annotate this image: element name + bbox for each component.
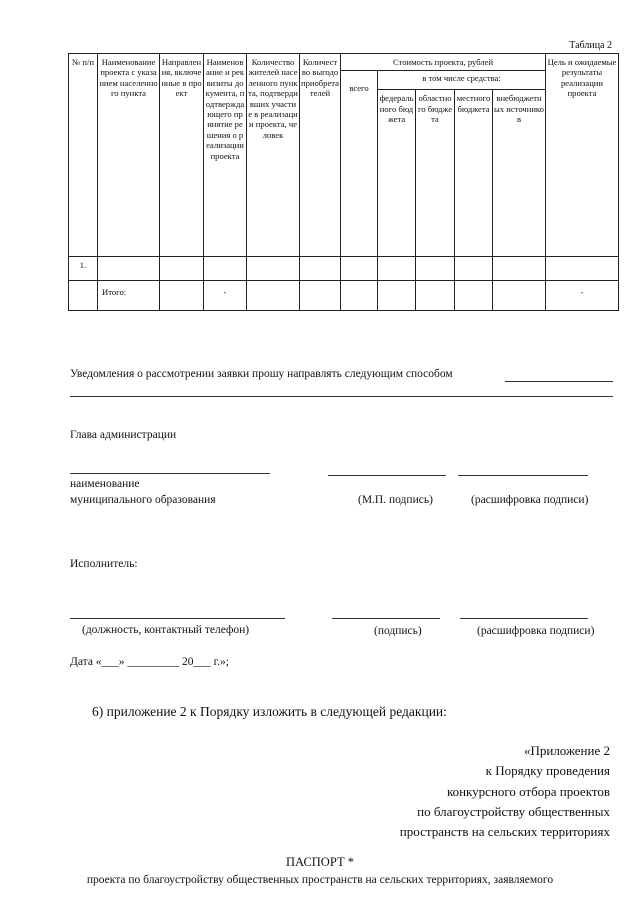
table-cell: [455, 257, 493, 281]
appendix-line: «Приложение 2: [523, 743, 610, 758]
head-name-line[interactable]: [70, 473, 270, 474]
executor-sign-line[interactable]: [332, 618, 440, 619]
table-cell: [69, 281, 98, 311]
header-cost: Стоимость проекта, рублей: [341, 54, 546, 71]
header-num: № п/п: [69, 54, 98, 257]
passport-subtitle: проекта по благоустройству общественных пространств на сельских территориях, заявляемого: [86, 874, 554, 886]
executor-decode-label: (расшифровка подписи): [477, 625, 595, 637]
header-local: местного бюджета: [455, 90, 493, 257]
table-cell: [493, 257, 546, 281]
head-sign-line[interactable]: [328, 475, 446, 476]
table-cell: [455, 281, 493, 311]
row-num: 1.: [69, 257, 98, 281]
appendix-line: конкурсного отбора проектов: [446, 783, 610, 799]
head-sign-label: (М.П. подпись): [358, 494, 433, 506]
executor-sign-label: (подпись): [374, 625, 422, 637]
table-cell: [247, 257, 300, 281]
table-caption: Таблица 2: [569, 40, 612, 51]
table-cell: [341, 257, 378, 281]
table-cell: [416, 257, 455, 281]
table-cell: [98, 257, 160, 281]
date-line: Дата «___» _________ 20___ г.»;: [70, 656, 229, 668]
header-total: всего: [341, 71, 378, 257]
header-federal: федерального бюджета: [378, 90, 416, 257]
header-goal: Цель и ожидаемые результаты реализации проекта: [546, 54, 619, 257]
header-residents: Количество жителей населенного пункта, подтвердивших участие в реализации проекта, человек: [247, 54, 300, 257]
executor-title: Исполнитель:: [70, 558, 138, 570]
notice-text: Уведомления о рассмотрении заявки прошу направлять следующим способом: [70, 368, 453, 380]
passport-title: ПАСПОРТ *: [286, 855, 354, 869]
header-including: в том числе средства:: [378, 71, 546, 90]
table-cell: [160, 281, 204, 311]
head-decode-line[interactable]: [458, 475, 588, 476]
notice-method-line[interactable]: [505, 381, 613, 382]
appendix-line: к Порядку проведения: [485, 763, 610, 779]
table-cell: [378, 257, 416, 281]
head-decode-label: (расшифровка подписи): [471, 494, 589, 506]
table-cell: [247, 281, 300, 311]
table-cell: [300, 257, 341, 281]
executor-decode-line[interactable]: [460, 618, 588, 619]
table-cell: [204, 257, 247, 281]
header-regional: областного бюджета: [416, 90, 455, 257]
table-cell: [546, 257, 619, 281]
head-title: Глава администрации: [70, 429, 177, 441]
total-label: Итого:: [98, 281, 160, 311]
header-directions: Направления, включенные в проект: [160, 54, 204, 257]
header-project-name: Наименование проекта с указанием населенного пункта: [98, 54, 160, 257]
total-dash: -: [204, 281, 247, 311]
appendix-line: пространств на сельских территориях: [399, 824, 610, 840]
appendix-heading: [400, 741, 610, 842]
header-documents: Наименование и реквизиты документа, подтверждающего принятие решения о реализации проекта: [204, 54, 247, 257]
header-offbudget: внебюджетных источников: [493, 90, 546, 257]
head-name-label-2: муниципального образования: [70, 494, 216, 506]
item-6-text: 6) приложение 2 к Порядку изложить в следующей редакции:: [92, 704, 447, 719]
table-cell: [300, 281, 341, 311]
executor-position-label: (должность, контактный телефон): [82, 624, 250, 636]
notice-continuation-line[interactable]: [70, 396, 613, 397]
executor-position-line[interactable]: [70, 618, 285, 619]
table-cell: [378, 281, 416, 311]
table-cell: [416, 281, 455, 311]
table-cell: [493, 281, 546, 311]
table-cell: [160, 257, 204, 281]
table-cell: [341, 281, 378, 311]
head-name-label-1: наименование: [70, 478, 140, 490]
appendix-line: по благоустройству общественных: [417, 803, 610, 819]
total-dash: -: [546, 281, 619, 311]
header-beneficiaries: Количество выгодоприобретателей: [300, 54, 341, 257]
project-table: [68, 53, 619, 311]
